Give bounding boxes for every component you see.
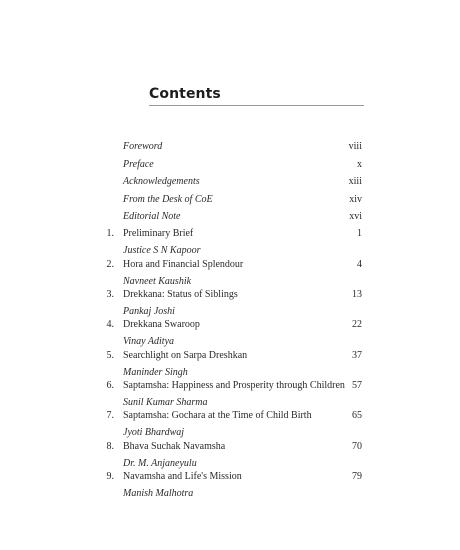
chapter-title: Navamsha and Life's Mission [123, 471, 242, 482]
entry-title: Foreword [123, 141, 163, 152]
chapter-number: 7. [106, 410, 114, 421]
chapter-title: Hora and Financial Splendour [123, 259, 244, 270]
page-number: 65 [352, 410, 362, 421]
chapter-title: Bhava Suchak Navamsha [123, 441, 226, 452]
chapter-number: 2. [106, 259, 114, 270]
entry-title: Preface [123, 159, 154, 170]
chapter-title: Saptamsha: Happiness and Prosperity through Children [123, 380, 345, 391]
page-number: 57 [352, 380, 362, 391]
chapter-author: Jyoti Bhardwaj [123, 427, 185, 438]
chapter-number: 3. [106, 289, 114, 300]
chapter-author: Navneet Kaushik [123, 276, 192, 287]
page-number: xiv [349, 194, 362, 205]
chapter-author: Sunil Kumar Sharma [123, 397, 208, 408]
chapter-number: 5. [106, 350, 114, 361]
chapter-author: Vinay Aditya [123, 336, 175, 347]
chapter-author: Dr. M. Anjaneyulu [123, 458, 197, 469]
chapter-number: 8. [106, 441, 114, 452]
page-number: 22 [352, 319, 362, 330]
page-number: x [357, 159, 362, 170]
page-number: 1 [357, 228, 362, 239]
page-number: 13 [352, 289, 362, 300]
page-number: xvi [349, 211, 362, 222]
entry-title: Acknowledgements [123, 176, 200, 187]
entry-title: From the Desk of CoE [123, 194, 213, 205]
chapter-author: Justice S N Kapoor [123, 245, 201, 256]
chapter-number: 9. [106, 471, 114, 482]
chapter-number: 4. [106, 319, 114, 330]
chapter-author: Maninder Singh [123, 367, 188, 378]
page-number: 37 [352, 350, 362, 361]
entry-title: Editorial Note [123, 211, 181, 222]
page-number: viii [348, 141, 362, 152]
chapter-number: 1. [106, 228, 114, 239]
chapter-title: Drekkana: Status of Siblings [123, 289, 238, 300]
chapter-title: Saptamsha: Gochara at the Time of Child Birth [123, 410, 312, 421]
page-title: Contents [149, 86, 221, 102]
chapter-author: Pankaj Joshi [123, 306, 175, 317]
chapter-author: Manish Malhotra [123, 488, 194, 499]
page-number: 4 [357, 259, 362, 270]
chapter-number: 6. [106, 380, 114, 391]
page-number: 70 [352, 441, 362, 452]
chapter-title: Preliminary Brief [123, 228, 194, 239]
page-number: 79 [352, 471, 362, 482]
chapter-title: Searchlight on Sarpa Dreshkan [123, 350, 248, 361]
page-number: xiii [348, 176, 362, 187]
chapter-title: Drekkana Swaroop [123, 319, 200, 330]
